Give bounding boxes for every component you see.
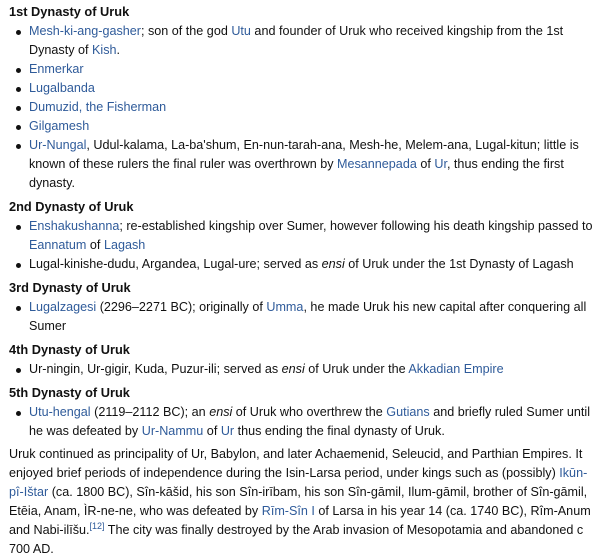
list-item xyxy=(29,117,599,136)
section-heading: 3rd Dynasty of Uruk xyxy=(9,280,131,295)
text-run: , Udul-kalama, La-ba'shum, En-nun-tarah-ana, Mesh-he, Melem-ana, Lugal-kitun; little is known of these rulers the final ruler was overthrown by xyxy=(29,138,579,171)
reference-link[interactable]: [12] xyxy=(89,520,105,531)
wiki-link[interactable]: Lagash xyxy=(103,238,146,252)
text-run: Uruk continued as principality of Ur, Babylon, and later Achaemenid, Seleucid, and Parthian Empires. It enjoyed brief periods of independence during the Isin-Larsa period, under kings such as (possibly) xyxy=(9,447,583,480)
text-run: . xyxy=(116,43,120,57)
ruler-list xyxy=(9,22,599,193)
emphasis-text: ensi xyxy=(209,405,233,419)
wiki-link[interactable]: Gutians xyxy=(386,405,430,419)
wiki-link[interactable]: Utu xyxy=(231,24,251,38)
text-run: ; son of the god xyxy=(141,24,232,38)
list-item xyxy=(29,136,599,193)
wiki-link[interactable]: Utu-hengal xyxy=(29,405,91,419)
wiki-link[interactable]: Ur-Nammu xyxy=(141,424,204,438)
text-run: , thus ending the first dynasty. xyxy=(29,157,564,190)
list-item xyxy=(29,255,599,274)
text-run: Ur-ningin, Ur-gigir, Kuda, Puzur-ili; served as xyxy=(29,362,282,376)
wiki-link[interactable]: Umma xyxy=(266,300,304,314)
text-run: and founder of Uruk who received kingship from the 1st Dynasty of xyxy=(29,24,564,57)
wiki-link[interactable]: Rīm-Sîn I xyxy=(261,504,315,518)
wiki-link[interactable]: Lugalzagesi xyxy=(29,300,97,314)
ruler-list xyxy=(9,360,599,379)
text-run: (2119–2112 BC); an xyxy=(90,405,210,419)
wiki-link[interactable]: Mesh-ki-ang-gasher xyxy=(29,24,141,38)
text-run: (2296–2271 BC); originally of xyxy=(96,300,267,314)
text-run: , he made Uruk his new capital after conquering all Sumer xyxy=(29,300,587,333)
list-item xyxy=(29,403,599,441)
wiki-link[interactable]: Akkadian Empire xyxy=(408,362,504,376)
text-run: of Uruk who overthrew the xyxy=(232,405,387,419)
list-item xyxy=(29,217,599,255)
text-run: Lugal-kinishe-dudu, Argandea, Lugal-ure; served as xyxy=(29,257,322,271)
wiki-link[interactable]: Dumuzid, the Fisherman xyxy=(29,100,167,114)
wiki-link[interactable]: Gilgamesh xyxy=(29,119,90,133)
wiki-link[interactable]: Ur-Nungal xyxy=(29,138,87,152)
text-run: (ca. 1800 BC), Sîn-kāšid, his son Sîn-irībam, his son Sîn-gāmil, Ilum-gāmil, brother of Sîn-gāmil, Etēia, Anam, ÌR-ne-ne, who was defeated by xyxy=(9,485,588,518)
ruler-list xyxy=(9,217,599,274)
text-run: of xyxy=(86,238,104,252)
emphasis-text: ensi xyxy=(281,362,305,376)
wiki-link[interactable]: Ur xyxy=(434,157,447,171)
list-item xyxy=(29,22,599,60)
text-run: The city was finally destroyed by the Arab invasion of Mesopotamia and abandoned c 700 AD. xyxy=(9,523,584,556)
wiki-link[interactable]: Enmerkar xyxy=(29,62,84,76)
text-run: thus ending the final dynasty of Uruk. xyxy=(234,424,445,438)
ruler-list xyxy=(9,403,599,441)
emphasis-text: ensi xyxy=(321,257,345,271)
section-heading: 4th Dynasty of Uruk xyxy=(9,342,130,357)
text-run: ; re-established kingship over Sumer, however following his death kingship passed to xyxy=(119,219,593,233)
text-run: of xyxy=(416,157,435,171)
list-item xyxy=(29,79,599,98)
wiki-link[interactable]: Lugalbanda xyxy=(29,81,95,95)
section-heading: 1st Dynasty of Uruk xyxy=(9,4,130,19)
wiki-link[interactable]: Mesannepada xyxy=(337,157,417,171)
list-item xyxy=(29,60,599,79)
wiki-link[interactable]: Eannatum xyxy=(29,238,87,252)
closing-paragraph xyxy=(9,445,599,559)
text-run: and briefly ruled Sumer until he was defeated by xyxy=(29,405,591,438)
text-run: of Uruk under the xyxy=(304,362,409,376)
citation-superscript xyxy=(90,521,105,531)
list-item xyxy=(29,298,599,336)
list-item xyxy=(29,98,599,117)
text-run: of Uruk under the 1st Dynasty of Lagash xyxy=(344,257,574,271)
text-run: of Larsa in his year 14 (ca. 1740 BC), Rîm-Anum and Nabi-ilīšu. xyxy=(9,504,591,537)
wiki-link[interactable]: Ikūn-pî-Ištar xyxy=(9,466,588,499)
wiki-link[interactable]: Enshakushanna xyxy=(29,219,120,233)
text-run: of xyxy=(203,424,221,438)
list-item xyxy=(29,360,599,379)
section-heading: 2nd Dynasty of Uruk xyxy=(9,199,134,214)
wiki-link[interactable]: Ur xyxy=(220,424,235,438)
section-heading: 5th Dynasty of Uruk xyxy=(9,385,130,400)
ruler-list xyxy=(9,298,599,336)
wiki-link[interactable]: Kish xyxy=(92,43,117,57)
